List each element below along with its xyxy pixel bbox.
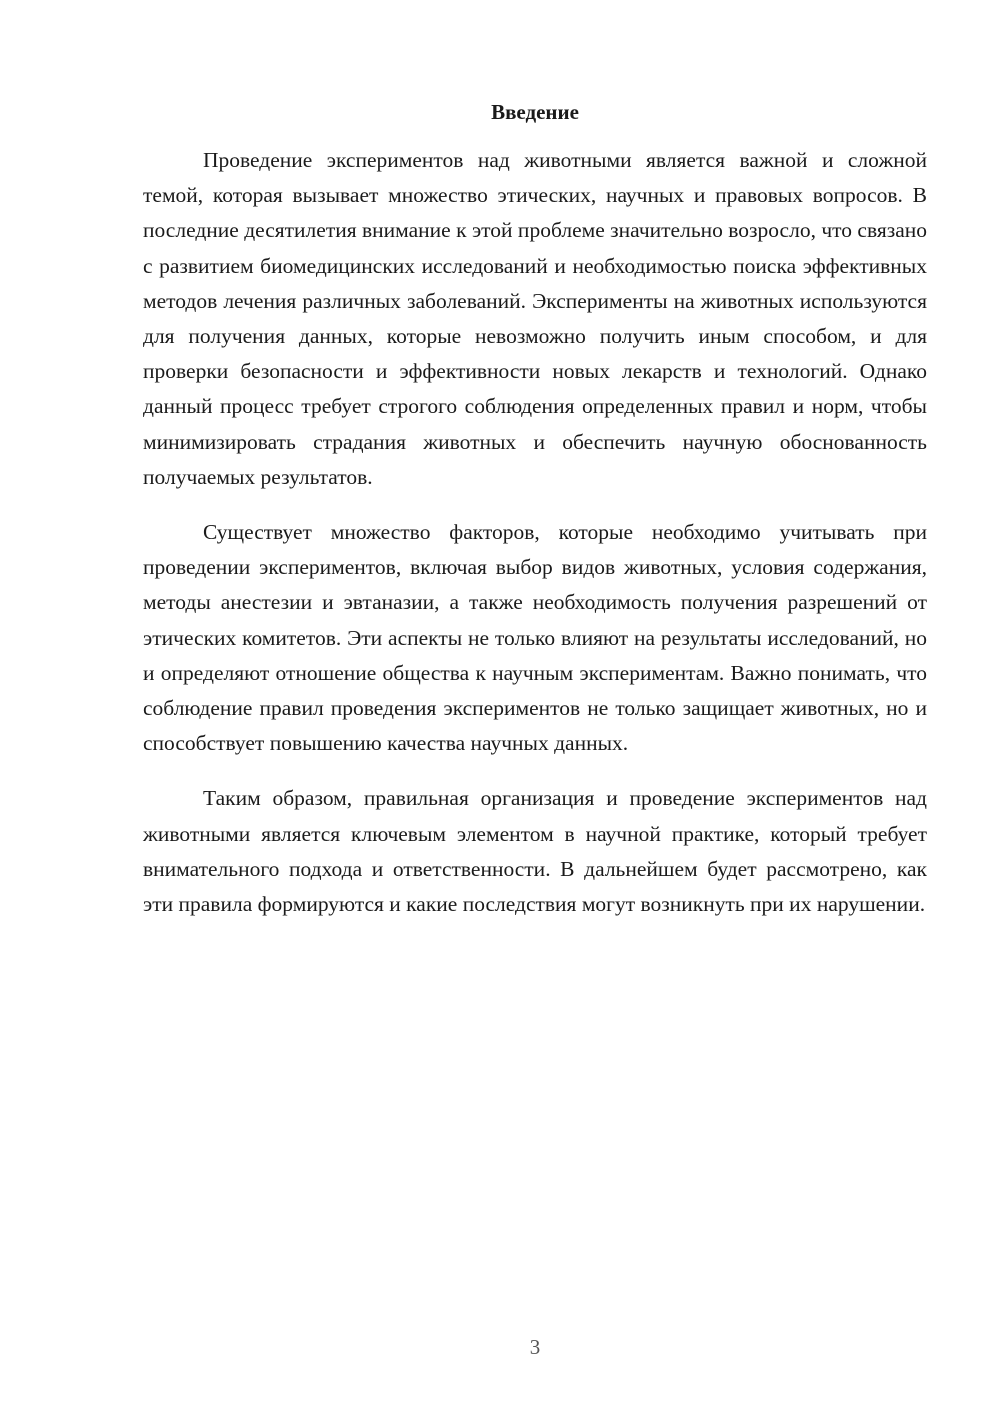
paragraph-3: Таким образом, правильная организация и проведение экспериментов над животными является ключевым элементом в научной практике, который требует внимательного подхода и ответственности. В дальнейшем будет рассмотрено, как эти правила формируются и какие последствия могут возникнуть при их нарушении. bbox=[143, 786, 927, 917]
body-text bbox=[143, 143, 927, 942]
page-number: 3 bbox=[529, 1335, 541, 1359]
paragraph-2: Существует множество факторов, которые необходимо учитывать при проведении экспериментов, включая выбор видов животных, условия содержания, методы анестезии и эвтаназии, а также необходимость получения разрешений от этических комитетов. Эти аспекты не только влияют на результаты исследований, но и определяют отношение общества к научным экспериментам. Важно понимать, что соблюдение правил проведения экспериментов не только защищает животных, но и способствует повышению качества научных данных. bbox=[143, 520, 927, 756]
paragraph-1: Проведение экспериментов над животными является важной и сложной темой, которая вызывает множество этических, научных и правовых вопросов. В последние десятилетия внимание к этой проблеме значительно возросло, что связано с развитием биомедицинских исследований и необходимостью поиска эффективных методов лечения различных заболеваний. Эксперименты на животных используются для получения данных, которые невозможно получить иным способом, и для проверки безопасности и эффективности новых лекарств и технологий. Однако данный процесс требует строгого соблюдения определенных правил и норм, чтобы минимизировать страдания животных и обеспечить научную обоснованность получаемых результатов. bbox=[143, 148, 927, 489]
section-title: Введение bbox=[491, 100, 579, 124]
